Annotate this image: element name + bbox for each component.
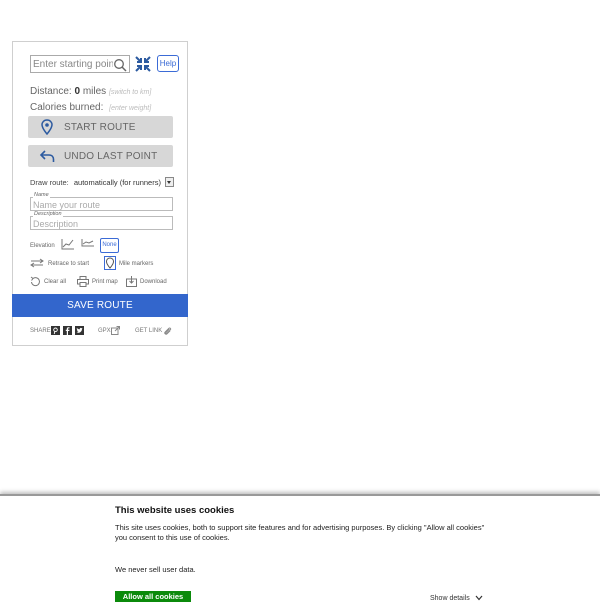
printer-icon[interactable] bbox=[77, 276, 89, 287]
elevation-label: Elevation bbox=[30, 243, 55, 249]
route-description-input[interactable] bbox=[33, 218, 169, 229]
clear-all-link[interactable]: Clear all bbox=[44, 279, 67, 285]
start-route-button[interactable] bbox=[28, 116, 173, 138]
search-row bbox=[30, 55, 192, 75]
tools-row-2 bbox=[30, 276, 190, 290]
share-row bbox=[30, 326, 190, 338]
distance-unit: miles bbox=[82, 86, 107, 97]
dropdown-arrow-icon[interactable] bbox=[165, 177, 174, 187]
enter-weight-link[interactable]: [enter weight] bbox=[109, 105, 152, 112]
mile-markers-link[interactable]: Mile markers bbox=[119, 261, 154, 267]
show-details-toggle[interactable] bbox=[430, 595, 483, 602]
cookie-title: This website uses cookies bbox=[115, 505, 235, 516]
start-route-label: START ROUTE bbox=[64, 122, 136, 133]
help-button[interactable]: Help bbox=[157, 55, 179, 72]
pinterest-icon[interactable] bbox=[51, 326, 60, 335]
distance-label: Distance: bbox=[30, 86, 72, 97]
route-description-field[interactable] bbox=[30, 211, 173, 230]
calories-label: Calories burned: bbox=[30, 102, 104, 113]
cookie-no-sell-text: We never sell user data. bbox=[115, 565, 196, 574]
mile-marker-icon[interactable] bbox=[104, 256, 116, 270]
route-panel bbox=[12, 41, 188, 346]
cookie-body-text: This site uses cookies, both to support site features and for advertising purposes. By clicking "Allow all cookies" you consent to this use of cookies. bbox=[115, 523, 485, 542]
search-icon[interactable] bbox=[113, 58, 127, 72]
elevation-chart-icon[interactable] bbox=[61, 238, 75, 250]
draw-route-row bbox=[30, 178, 174, 188]
clear-all-icon[interactable] bbox=[30, 276, 41, 287]
get-link-label[interactable]: GET LINK bbox=[135, 328, 163, 334]
description-field-label: Description bbox=[34, 211, 62, 217]
draw-route-select[interactable] bbox=[74, 178, 174, 187]
gpx-label[interactable]: GPX bbox=[98, 328, 111, 334]
distance-readout bbox=[30, 86, 151, 97]
print-map-link[interactable]: Print map bbox=[92, 279, 118, 285]
chevron-down-icon bbox=[475, 595, 483, 601]
undo-arrow-icon bbox=[39, 148, 55, 164]
search-box[interactable] bbox=[30, 55, 130, 73]
map-pin-icon bbox=[39, 119, 55, 135]
draw-route-selected-value: automatically (for runners) bbox=[73, 178, 161, 187]
distance-value: 0 bbox=[74, 86, 81, 97]
name-field-label: Name bbox=[34, 192, 49, 198]
retrace-to-start-link[interactable]: Retrace to start bbox=[48, 261, 90, 267]
elevation-none-button[interactable]: None bbox=[100, 238, 119, 253]
paperclip-icon[interactable] bbox=[163, 326, 172, 336]
allow-all-cookies-button[interactable]: Allow all cookies bbox=[115, 591, 191, 602]
download-link[interactable]: Download bbox=[140, 279, 167, 285]
calories-readout bbox=[30, 102, 151, 113]
switch-to-km-link[interactable]: [switch to km] bbox=[108, 89, 152, 96]
cookie-banner bbox=[0, 494, 600, 602]
facebook-icon[interactable] bbox=[63, 326, 72, 335]
route-name-input[interactable] bbox=[33, 199, 169, 210]
collapse-icon[interactable] bbox=[135, 56, 151, 72]
elevation-row bbox=[30, 238, 180, 256]
download-icon[interactable] bbox=[126, 276, 137, 287]
save-route-button[interactable]: SAVE ROUTE bbox=[12, 294, 188, 317]
external-link-icon[interactable] bbox=[111, 326, 120, 335]
route-name-field[interactable] bbox=[30, 192, 173, 211]
draw-route-label: Draw route: bbox=[30, 178, 69, 187]
retrace-arrows-icon[interactable] bbox=[30, 258, 44, 268]
share-label: SHARE bbox=[30, 328, 51, 334]
starting-point-input[interactable] bbox=[33, 57, 113, 71]
elevation-chart-small-icon[interactable] bbox=[81, 238, 95, 250]
twitter-icon[interactable] bbox=[75, 326, 84, 335]
tools-row-1 bbox=[30, 258, 190, 272]
show-details-label: Show details bbox=[430, 595, 470, 602]
undo-last-point-label: UNDO LAST POINT bbox=[64, 151, 158, 162]
undo-last-point-button[interactable] bbox=[28, 145, 173, 167]
